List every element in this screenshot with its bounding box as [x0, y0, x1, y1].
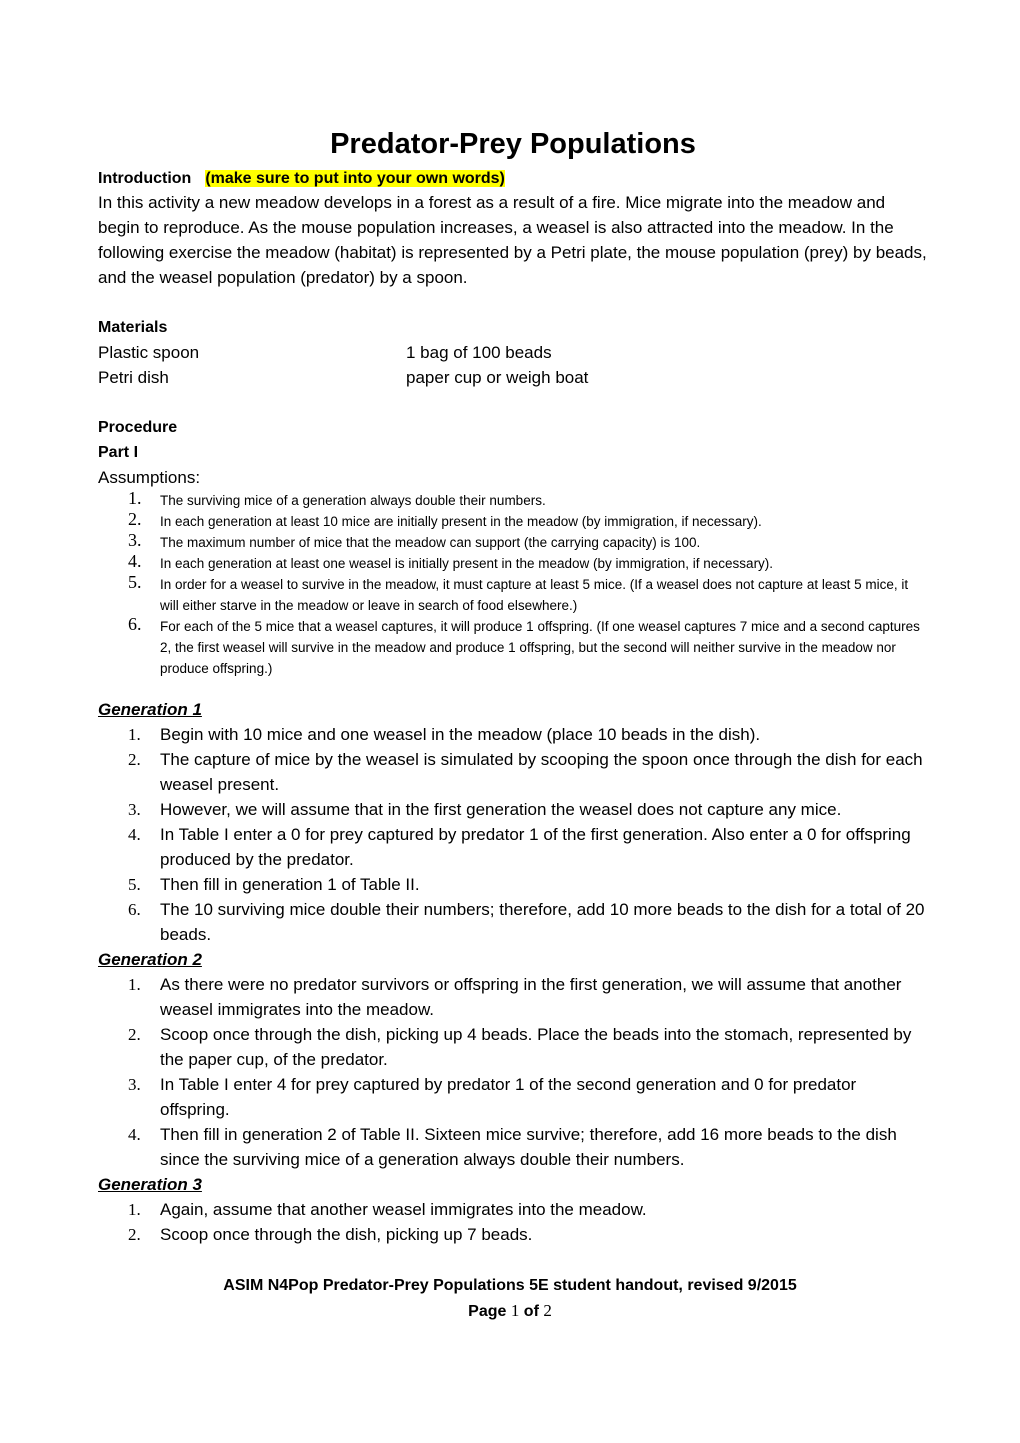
procedure-heading: Procedure: [98, 419, 178, 436]
list-text: In order for a weasel to survive in the meadow, it must capture at least 5 mice. (If a weasel does not capture at least 5 mice, it will either starve in the meadow or leave in search of food elsewhere.): [160, 577, 909, 613]
list-item: [98, 722, 928, 747]
list-number: 4.: [128, 825, 141, 844]
materials-heading: Materials: [98, 319, 168, 336]
list-item: [98, 1122, 928, 1172]
list-item: [98, 822, 928, 872]
list-text: As there were no predator survivors or offspring in the first generation, we will assume that another weasel immigrates into the meadow.: [160, 975, 902, 1019]
intro-heading: Introduction: [98, 170, 192, 187]
list-number: 4.: [128, 551, 142, 571]
page-num: 1: [510, 1301, 520, 1320]
list-number: 2.: [128, 1225, 141, 1244]
list-text: Scoop once through the dish, picking up 7 beads.: [160, 1225, 533, 1244]
generation-1-steps: [98, 722, 928, 947]
materials-row: [98, 340, 928, 365]
page-total: 2: [543, 1301, 552, 1320]
page-title: Predator-Prey Populations: [330, 128, 696, 160]
footer: [0, 1273, 1020, 1324]
list-number: 1.: [128, 975, 141, 994]
list-item: [98, 797, 928, 822]
list-item: [98, 574, 928, 616]
assumptions-label: Assumptions:: [98, 468, 201, 487]
list-item: [98, 972, 928, 1022]
material-item: Plastic spoon: [98, 343, 200, 362]
footer-line: ASIM N4Pop Predator-Prey Populations 5E student handout, revised 9/2015: [223, 1277, 797, 1294]
list-text: Begin with 10 mice and one weasel in the meadow (place 10 beads in the dish).: [160, 725, 761, 744]
list-item: [98, 616, 928, 679]
list-number: 1.: [128, 1200, 141, 1219]
list-text: However, we will assume that in the first generation the weasel does not capture any mice.: [160, 800, 842, 819]
list-item: [98, 553, 928, 574]
list-text: In Table I enter a 0 for prey captured by predator 1 of the first generation. Also enter a 0 for offspring produced by the predator.: [160, 825, 911, 869]
list-text: In each generation at least 10 mice are initially present in the meadow (by immigration, if necessary).: [160, 514, 762, 529]
material-item: paper cup or weigh boat: [406, 368, 589, 387]
material-item: 1 bag of 100 beads: [406, 343, 552, 362]
list-number: 6.: [128, 614, 142, 634]
list-item: [98, 532, 928, 553]
list-text: Again, assume that another weasel immigrates into the meadow.: [160, 1200, 647, 1219]
list-item: [98, 490, 928, 511]
list-number: 3.: [128, 530, 142, 550]
generation-2-steps: [98, 972, 928, 1172]
list-item: [98, 1072, 928, 1122]
list-text: The maximum number of mice that the meadow can support (the carrying capacity) is 100.: [160, 535, 701, 550]
list-text: Scoop once through the dish, picking up 4 beads. Place the beads into the stomach, represented by the paper cup, of the predator.: [160, 1025, 912, 1069]
list-number: 5.: [128, 875, 141, 894]
materials-row: [98, 365, 928, 390]
intro-note-highlight: (make sure to put into your own words): [205, 170, 505, 187]
part-heading: Part I: [98, 444, 139, 461]
list-number: 4.: [128, 1125, 141, 1144]
list-text: The surviving mice of a generation always double their numbers.: [160, 493, 546, 508]
document-page: [98, 124, 928, 1247]
page-number: [0, 1298, 1020, 1324]
list-text: Then fill in generation 2 of Table II. Sixteen mice survive; therefore, add 16 more beads to the dish since the surviving mice of a generation always double their numbers.: [160, 1125, 897, 1169]
intro-heading-line: [98, 168, 928, 190]
list-text: In each generation at least one weasel is initially present in the meadow (by immigration, if necessary).: [160, 556, 774, 571]
intro-paragraph: In this activity a new meadow develops in a forest as a result of a fire. Mice migrate into the meadow and begin to reproduce. As the mouse population increases, a weasel is also attracted into the meadow. In the following exercise the meadow (habitat) is represented by a Petri plate, the mouse population (prey) by beads, and the weasel population (predator) by a spoon.: [98, 193, 927, 287]
list-item: [98, 1222, 928, 1247]
list-item: [98, 1197, 928, 1222]
list-number: 1.: [128, 725, 141, 744]
list-number: 2.: [128, 509, 142, 529]
list-text: For each of the 5 mice that a weasel captures, it will produce 1 offspring. (If one weasel captures 7 mice and a second captures 2, the first weasel will survive in the meadow and produce 1 offspring, but the second will neither survive in the meadow nor produce offspring.): [160, 619, 920, 676]
list-text: The 10 surviving mice double their numbers; therefore, add 10 more beads to the dish for a total of 20 beads.: [160, 900, 925, 944]
list-number: 3.: [128, 1075, 141, 1094]
list-number: 2.: [128, 750, 141, 769]
list-number: 3.: [128, 800, 141, 819]
list-number: 5.: [128, 572, 142, 592]
list-item: [98, 511, 928, 532]
of-word: of: [523, 1303, 539, 1320]
page-word: Page: [468, 1303, 507, 1320]
list-item: [98, 872, 928, 897]
assumptions-list: [98, 490, 928, 679]
material-item: Petri dish: [98, 368, 169, 387]
list-number: 1.: [128, 488, 142, 508]
generation-3-steps: [98, 1197, 928, 1247]
list-text: Then fill in generation 1 of Table II.: [160, 875, 420, 894]
list-number: 6.: [128, 900, 141, 919]
generation-2-heading: Generation 2: [98, 950, 202, 969]
list-item: [98, 1022, 928, 1072]
generation-3-heading: Generation 3: [98, 1175, 202, 1194]
list-text: The capture of mice by the weasel is simulated by scooping the spoon once through the dish for each weasel present.: [160, 750, 923, 794]
generation-1-heading: Generation 1: [98, 700, 202, 719]
list-item: [98, 747, 928, 797]
list-number: 2.: [128, 1025, 141, 1044]
list-text: In Table I enter 4 for prey captured by predator 1 of the second generation and 0 for predator offspring.: [160, 1075, 857, 1119]
list-item: [98, 897, 928, 947]
